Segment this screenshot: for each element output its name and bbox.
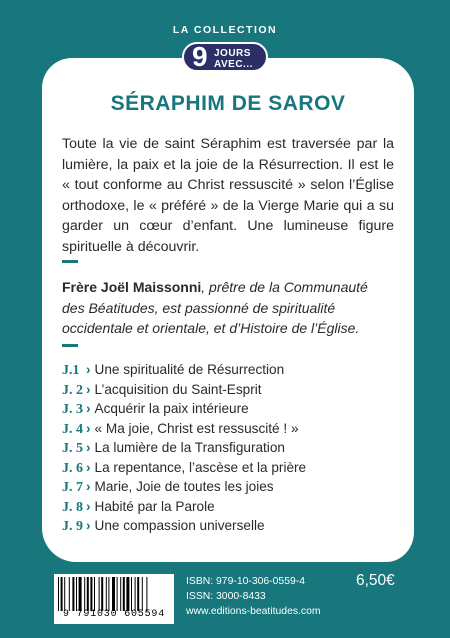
toc-item bbox=[62, 419, 402, 439]
barcode-bar bbox=[108, 577, 109, 611]
author-name: Frère Joël Maissonni bbox=[62, 279, 202, 295]
barcode-bar bbox=[72, 577, 74, 611]
barcode-bar bbox=[58, 577, 59, 611]
toc-title: Marie, Joie de toutes les joies bbox=[94, 479, 274, 494]
barcode-bar bbox=[101, 577, 103, 611]
book-title: SÉRAPHIM DE SAROV bbox=[110, 92, 346, 115]
barcode-bar bbox=[79, 577, 82, 611]
toc-separator: › bbox=[86, 401, 91, 416]
toc-day: J. 9 bbox=[62, 519, 83, 534]
barcode-bar bbox=[69, 577, 70, 611]
toc-day: J. 7 bbox=[62, 480, 83, 495]
barcode-bar bbox=[61, 577, 63, 611]
barcode-bar bbox=[90, 577, 92, 611]
barcode bbox=[54, 574, 174, 624]
toc-item bbox=[62, 360, 402, 380]
toc-item bbox=[62, 516, 402, 536]
toc-item bbox=[62, 438, 402, 458]
toc-title: Habité par la Parole bbox=[94, 498, 215, 514]
issn: ISSN: 3000-8433 bbox=[186, 591, 266, 602]
toc-day: J. 3 bbox=[62, 402, 83, 417]
toc-separator: › bbox=[86, 381, 91, 397]
barcode-bar bbox=[84, 577, 85, 611]
toc-day: J. 8 bbox=[62, 499, 83, 515]
publisher-website: www.editions-beatitudes.com bbox=[186, 606, 321, 617]
isbn: ISBN: 979-10-306-0559-4 bbox=[186, 576, 305, 587]
barcode-bar bbox=[87, 577, 89, 611]
barcode-bar bbox=[76, 577, 77, 611]
toc-item bbox=[62, 399, 402, 419]
barcode-number: 9 791030 605594 bbox=[62, 609, 165, 620]
publication-info bbox=[186, 574, 321, 619]
barcode-bar bbox=[142, 577, 143, 611]
barcode-bar bbox=[117, 577, 118, 611]
barcode-bar bbox=[123, 577, 125, 611]
barcode-bar bbox=[126, 577, 129, 611]
toc-separator: › bbox=[86, 518, 91, 533]
toc-title: « Ma joie, Christ est ressuscité ! » bbox=[94, 420, 299, 436]
barcode-bars bbox=[58, 577, 170, 611]
toc-title: L’acquisition du Saint-Esprit bbox=[94, 381, 262, 397]
barcode-bar bbox=[146, 577, 147, 611]
toc-item bbox=[62, 497, 402, 517]
collection-word-2: AVEC... bbox=[214, 59, 253, 70]
barcode-bar bbox=[112, 577, 115, 611]
collection-words bbox=[214, 48, 253, 70]
barcode-bar bbox=[94, 577, 95, 611]
toc-day: J. 4 bbox=[62, 421, 83, 437]
divider-1 bbox=[62, 260, 78, 263]
toc-separator: › bbox=[86, 420, 91, 436]
collection-number: 9 bbox=[192, 41, 208, 72]
toc-separator: › bbox=[86, 440, 91, 455]
toc-day: J. 6 bbox=[62, 460, 83, 476]
toc-day: J.1 bbox=[62, 363, 80, 378]
barcode-bar bbox=[106, 577, 107, 611]
barcode-bar bbox=[131, 577, 132, 611]
toc-title: Acquérir la paix intérieure bbox=[94, 401, 249, 416]
toc-title: Une compassion universelle bbox=[94, 518, 265, 533]
toc-item bbox=[62, 458, 402, 478]
toc-separator: › bbox=[86, 479, 91, 494]
barcode-bar bbox=[64, 577, 65, 611]
toc-title: La repentance, l’ascèse et la prière bbox=[94, 459, 307, 475]
table-of-contents bbox=[62, 360, 402, 536]
collection-word-1: JOURS bbox=[214, 48, 251, 59]
collection-pill bbox=[182, 42, 268, 72]
barcode-bar bbox=[99, 577, 100, 611]
collection-label: LA COLLECTION bbox=[172, 24, 278, 36]
author-bio bbox=[62, 277, 394, 339]
toc-day: J. 2 bbox=[62, 382, 83, 398]
toc-item bbox=[62, 477, 402, 497]
toc-separator: › bbox=[86, 362, 91, 377]
toc-separator: › bbox=[86, 498, 91, 514]
barcode-bar bbox=[135, 577, 136, 611]
toc-item bbox=[62, 380, 402, 400]
barcode-bar bbox=[137, 577, 139, 611]
toc-title: La lumière de la Transfiguration bbox=[94, 440, 285, 455]
toc-title: Une spiritualité de Résurrection bbox=[94, 362, 285, 377]
toc-day: J. 5 bbox=[62, 441, 83, 456]
divider-2 bbox=[62, 344, 78, 347]
barcode-bar bbox=[120, 577, 121, 611]
author-description: , prêtre de la Communauté des Béatitudes, est passionné de spiritualité occidentale et orientale, et d’Histoire de l’Église. bbox=[62, 279, 368, 336]
price: 6,50€ bbox=[356, 572, 395, 589]
book-description: Toute la vie de saint Séraphim est traversée par la lumière, la paix et la joie de la Résurrection. Il est le « tout conforme au Christ ressuscité » selon l’Église orthodoxe, le « préféré » de la Vierge Marie qui a su garder un cœur d’enfant. Une lumineuse figure spirituelle à découvrir. bbox=[62, 136, 394, 255]
collection-badge bbox=[164, 18, 286, 76]
toc-separator: › bbox=[86, 459, 91, 475]
